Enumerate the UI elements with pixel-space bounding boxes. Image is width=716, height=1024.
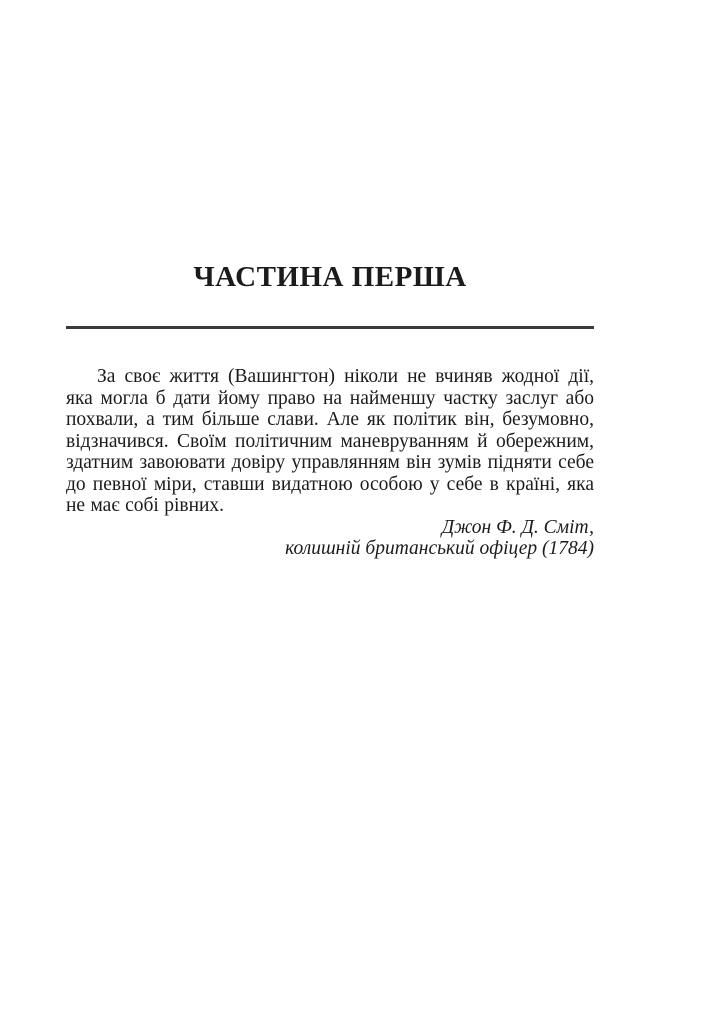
epigraph-attribution [66, 517, 594, 560]
epigraph-paragraph: За своє життя (Вашингтон) ніколи не вчиняв жодної дії, яка могла б дати йому право на найменшу частку заслуг або похвали, а тим більше слави. Але як політик він, безумовно, відзначився. Своїм політичним маневруванням й обережним, здатним завоювати довіру управлянням він зумів підняти себе до певної міри, ставши видатною особою у себе в країні, яка не має собі рівних. [66, 366, 594, 516]
section-divider-rule [66, 326, 594, 329]
attribution-author: Джон Ф. Д. Сміт, [441, 516, 594, 538]
chapter-title: ЧАСТИНА ПЕРША [193, 261, 467, 293]
attribution-role: колишній британський офіцер (1784) [285, 538, 594, 559]
epigraph-block [66, 366, 594, 560]
